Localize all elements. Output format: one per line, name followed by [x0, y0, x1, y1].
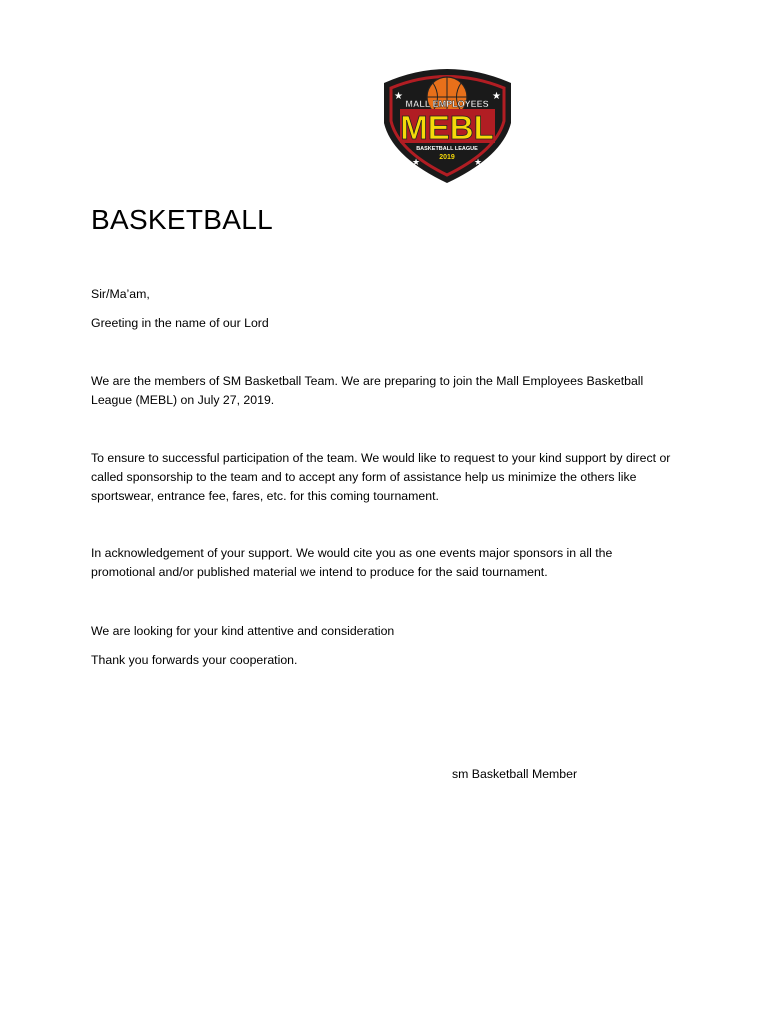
- paragraph-request: To ensure to successful participation of the team. We would like to request to your kind support by direct or called sponsorship to the team and to accept any form of assistance help us minimize the others like sportswear, entrance fee, fares, etc. for this coming tournament.: [91, 451, 671, 503]
- paragraph-membership: We are the members of SM Basketball Team. We are preparing to join the Mall Employees Basketball League (MEBL) on July 27, 2019.: [91, 374, 644, 407]
- star-icon: ★: [492, 91, 501, 102]
- svg-text:MEBL: MEBL: [400, 109, 494, 146]
- page-title: BASKETBALL: [91, 204, 273, 235]
- greeting: Greeting in the name of our Lord: [91, 316, 269, 330]
- closing-line-1: We are looking for your kind attentive and consideration: [91, 624, 395, 638]
- svg-text:BASKETBALL LEAGUE: BASKETBALL LEAGUE: [416, 146, 478, 152]
- svg-text:MALL EMPLOYEES: MALL EMPLOYEES: [405, 99, 489, 109]
- star-icon: ★: [412, 158, 421, 168]
- paragraph-acknowledgement: In acknowledgement of your support. We would cite you as one events major sponsors in all the promotional and/or published material we intend to produce for the said tournament.: [91, 546, 613, 579]
- salutation: Sir/Ma’am,: [91, 287, 150, 301]
- closing-line-2: Thank you forwards your cooperation.: [91, 653, 298, 667]
- svg-text:2019: 2019: [439, 154, 455, 161]
- star-icon: ★: [394, 91, 403, 102]
- mebl-logo: [376, 61, 519, 184]
- signature: sm Basketball Member: [452, 767, 578, 781]
- star-icon: ★: [474, 158, 483, 168]
